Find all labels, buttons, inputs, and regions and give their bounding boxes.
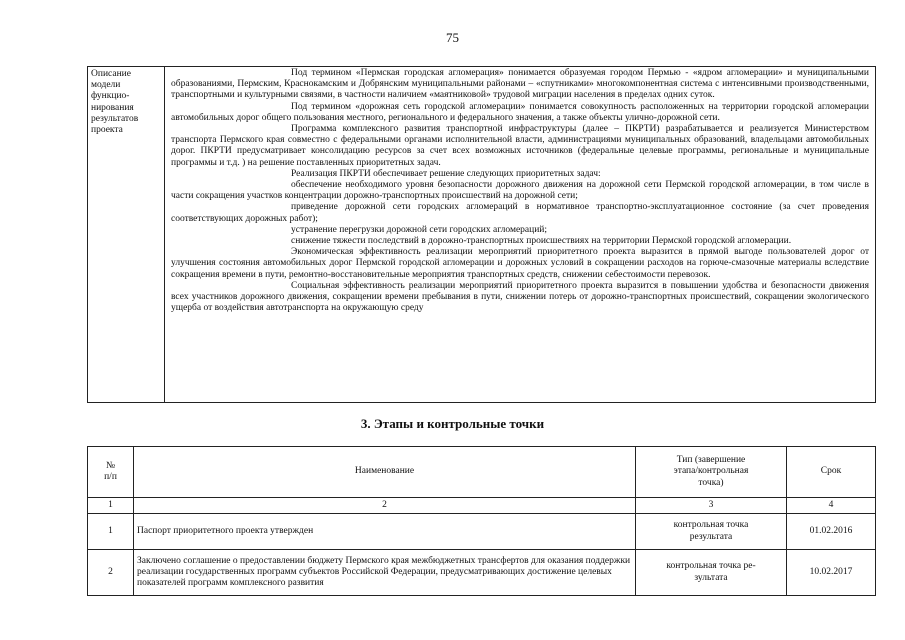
paragraph-social: Социальная эффективность реализации мероприятий приоритетного проекта выразится в повышении удобства и безопасности движения всех участников дорожного движения, сокращении времени пребывания в пути, снижении потерь от дорожно-транспортных происшествий, сокращении экологического ущерба от воздействия автотранспорта на окружающую среду	[171, 280, 869, 314]
description-label: Описание модели функцио- нирования результатов проекта	[88, 67, 165, 402]
description-table	[87, 66, 876, 403]
header-name: Наименование	[134, 447, 636, 498]
column-number: 1	[88, 498, 134, 514]
description-body	[165, 67, 875, 402]
row-deadline: 10.02.2017	[787, 550, 876, 596]
table-row	[88, 550, 876, 596]
paragraph-pkrti: Программа комплексного развития транспортной инфраструктуры (далее – ПКРТИ) разрабатывается и реализуется Министерством транспорта Пермского края совместно с федеральными органами исполнительной власти, администрациями муниципальных образований, владельцами автомобильных дорог. ПКРТИ предусматривает консолидацию ресурсов за счет всех возможных источников (федеральные целевые программы, региональные и муниципальные программы и т.д. ) на решение поставленных приоритетных задач.	[171, 124, 869, 168]
column-number-row	[88, 498, 876, 514]
row-number: 1	[88, 514, 134, 550]
paragraph-agglomeration: Под термином «Пермская городская агломерация» понимается образуемая городом Пермью - «ядром агломерации» и муниципальными образованиями, Пермским, Краснокамским и Добрянским муниципальными районами – «спутниками» многокомпонентная система с интенсивными производственными, транспортными и культурными связями, в частности наличием «маятниковой» трудовой миграции населения в пределах одних суток.	[171, 68, 869, 101]
table-row	[88, 514, 876, 550]
header-deadline: Срок	[787, 447, 876, 498]
paragraph-task-severity: снижение тяжести последствий в дорожно-транспортных происшествиях на территории Пермской городской агломерации.	[291, 236, 792, 247]
page-number: 75	[446, 30, 459, 45]
paragraph-task-safety: обеспечение необходимого уровня безопасности дорожного движения на дорожной сети Пермской городской агломерации, в том числе в части сокращения участков концентрации дорожно-транспортных происшествий на дорожной сети;	[171, 180, 869, 202]
row-type: контрольная точка ре- зультата	[636, 550, 787, 596]
section-title: 3. Этапы и контрольные точки	[360, 416, 545, 431]
paragraph-tasks-intro: Реализация ПКРТИ обеспечивает решение следующих приоритетных задач:	[291, 168, 601, 179]
row-type: контрольная точка результата	[636, 514, 787, 550]
column-number: 3	[636, 498, 787, 514]
row-name: Заключено соглашение о предоставлении бюджету Пермского края межбюджетных трансфертов для оказания поддержки реализации государственных программ субъектов Российской Федерации, предусматривающих достижение целевых показателей программ комплексного развития	[134, 550, 636, 596]
paragraph-task-normative: приведение дорожной сети городских агломераций в нормативное транспортно-эксплуатационное состояние (за счет проведения соответствующих дорожных работ);	[171, 202, 869, 224]
column-number: 2	[134, 498, 636, 514]
row-deadline: 01.02.2016	[787, 514, 876, 550]
paragraph-economic: Экономическая эффективность реализации мероприятий приоритетного проекта выразится в прямой выгоде пользователей дорог от улучшения состояния автомобильных дорог Пермской городской агломерации и дорожных условий в сокращении расходов на горюче-смазочные материалы вследствие сокращения времени в пути, ремонтно-восстановительные мероприятия транспортных средств, снижении себестоимости перевозок.	[171, 247, 869, 280]
column-number: 4	[787, 498, 876, 514]
row-number: 2	[88, 550, 134, 596]
paragraph-task-overload: устранение перегрузки дорожной сети городских агломераций;	[291, 224, 548, 235]
header-type: Тип (завершение этапа/контрольная точка)	[636, 447, 787, 498]
row-name: Паспорт приоритетного проекта утвержден	[134, 514, 636, 550]
stages-table	[87, 446, 876, 596]
paragraph-road-network: Под термином «дорожная сеть городской агломерации» понимается совокупность расположенных на территории городской агломерации автомобильных дорог общего пользования местного, регионального и федерального значения, а также объекты улично-дорожной сети.	[171, 101, 869, 123]
header-number: № п/п	[88, 447, 134, 498]
table-header-row	[88, 447, 876, 498]
